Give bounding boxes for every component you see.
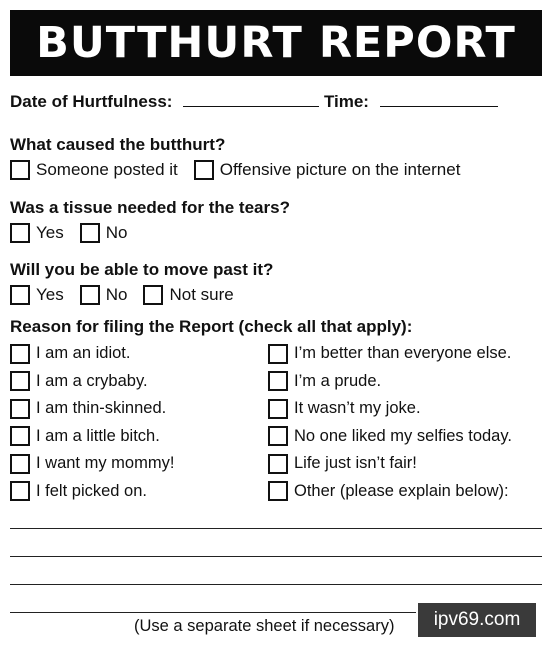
reasons-heading: Reason for filing the Report (check all that apply): xyxy=(10,317,413,336)
checkbox[interactable] xyxy=(194,160,214,180)
checkbox[interactable] xyxy=(268,344,288,364)
checkbox[interactable] xyxy=(268,399,288,419)
cause-options xyxy=(10,160,542,180)
question-move-past: Will you be able to move past it? xyxy=(10,260,274,279)
reason-label: I am a little bitch. xyxy=(36,426,160,445)
reason-label: I felt picked on. xyxy=(36,481,147,500)
reason-item[interactable] xyxy=(268,478,512,506)
option-label: No xyxy=(105,223,128,242)
reason-item[interactable] xyxy=(268,395,512,423)
option-cause-1[interactable] xyxy=(10,160,178,180)
option-tissue-yes[interactable] xyxy=(10,223,64,243)
reason-item[interactable] xyxy=(10,423,174,451)
question-cause: What caused the butthurt? xyxy=(10,135,226,154)
reason-item[interactable] xyxy=(10,340,174,368)
date-label: Date of Hurtfulness: xyxy=(10,92,173,111)
option-move-no[interactable] xyxy=(80,285,128,305)
watermark: ipv69.com xyxy=(418,603,536,637)
checkbox[interactable] xyxy=(80,285,100,305)
reason-item[interactable] xyxy=(10,368,174,396)
reason-item[interactable] xyxy=(268,423,512,451)
checkbox[interactable] xyxy=(10,344,30,364)
option-move-yes[interactable] xyxy=(10,285,64,305)
reason-item[interactable] xyxy=(268,450,512,478)
checkbox[interactable] xyxy=(143,285,163,305)
footer-note: (Use a separate sheet if necessary) xyxy=(134,617,395,635)
option-label: Offensive picture on the internet xyxy=(219,160,461,179)
checkbox[interactable] xyxy=(10,223,30,243)
explanation-line[interactable] xyxy=(10,612,416,613)
reason-label: I want my mommy! xyxy=(36,454,175,473)
checkbox[interactable] xyxy=(10,285,30,305)
tissue-options xyxy=(10,223,542,243)
time-field[interactable] xyxy=(380,92,498,107)
checkbox[interactable] xyxy=(10,426,30,446)
checkbox[interactable] xyxy=(268,454,288,474)
reason-label: I am thin-skinned. xyxy=(36,399,167,418)
explanation-line[interactable] xyxy=(10,556,542,557)
reason-item[interactable] xyxy=(10,395,174,423)
checkbox[interactable] xyxy=(10,160,30,180)
option-label: Yes xyxy=(36,223,64,242)
checkbox[interactable] xyxy=(10,399,30,419)
checkbox[interactable] xyxy=(268,481,288,501)
reason-item[interactable] xyxy=(268,368,512,396)
reason-label: I am an idiot. xyxy=(36,344,131,363)
date-time-row xyxy=(10,92,542,112)
option-label: Yes xyxy=(36,285,64,304)
question-tissue: Was a tissue needed for the tears? xyxy=(10,198,290,217)
checkbox[interactable] xyxy=(10,454,30,474)
explanation-line[interactable] xyxy=(10,528,542,529)
checkbox[interactable] xyxy=(268,371,288,391)
checkbox[interactable] xyxy=(10,371,30,391)
report-title: BUTTHURT REPORT xyxy=(10,10,542,76)
reasons-right-column xyxy=(268,340,512,505)
checkbox[interactable] xyxy=(268,426,288,446)
move-past-options xyxy=(10,285,542,305)
reason-label: I am a crybaby. xyxy=(36,371,148,390)
time-label: Time: xyxy=(323,92,369,111)
reason-label: No one liked my selfies today. xyxy=(294,426,512,445)
checkbox[interactable] xyxy=(80,223,100,243)
date-field[interactable] xyxy=(183,92,319,107)
option-label: No xyxy=(105,285,128,304)
reason-item[interactable] xyxy=(268,340,512,368)
reason-label: It wasn’t my joke. xyxy=(294,399,421,418)
reasons-left-column xyxy=(10,340,174,505)
reason-label: I’m a prude. xyxy=(294,371,382,390)
reason-item[interactable] xyxy=(10,478,174,506)
explanation-line[interactable] xyxy=(10,584,542,585)
option-cause-2[interactable] xyxy=(194,160,461,180)
option-label: Not sure xyxy=(169,285,234,304)
option-label: Someone posted it xyxy=(36,160,178,179)
option-tissue-no[interactable] xyxy=(80,223,128,243)
option-move-not-sure[interactable] xyxy=(143,285,233,305)
reason-item[interactable] xyxy=(10,450,174,478)
checkbox[interactable] xyxy=(10,481,30,501)
reason-label: Other (please explain below): xyxy=(294,481,509,500)
reason-label: I’m better than everyone else. xyxy=(294,344,512,363)
reason-label: Life just isn’t fair! xyxy=(294,454,417,473)
